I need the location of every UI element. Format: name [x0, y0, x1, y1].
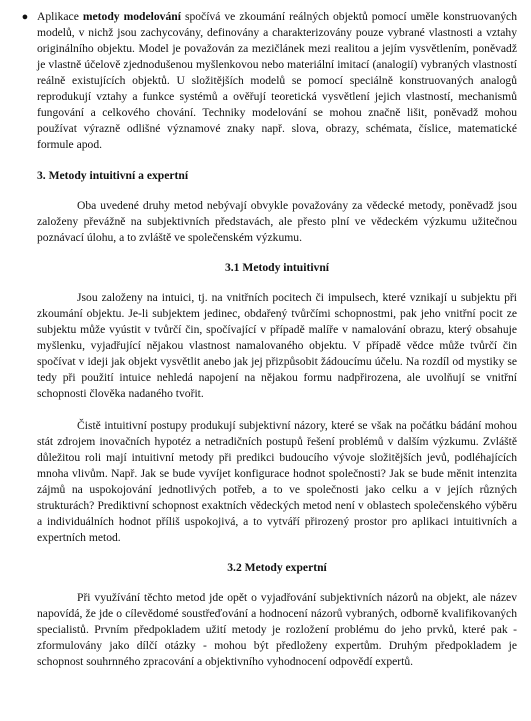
section-3-heading: 3. Metody intuitivní a expertní [37, 169, 189, 182]
section-3-1-heading: 3.1 Metody intuitivní [224, 261, 330, 274]
bullet-icon: ● [21, 11, 29, 23]
bullet-bold-term: metody modelování [82, 10, 181, 23]
bullet-lead-text: Aplikace [37, 10, 83, 23]
section-3-2-paragraph: Při využívání těchto metod jde opět o vyjadřování subjektivních názorů na objekt, ale název napovídá, že jde o cílevědomé soustřeďování a hodnocení názorů vybraných, odborně kvalifikovaných specialistů. Prvním předpokladem užití metody je rozložení problému do jeho prvků, které pak - zformulovány jako dílčí otázky - mohou být předloženy expertům. Druhým předpokladem je schopnost souhrnného zpracování a objektivního vyhodnocení odpovědí expertů. [37, 591, 517, 668]
section-3-1-paragraph-2: Čistě intuitivní postupy produkují subjektivní názory, které se však na počátku bádání mohou stát zdrojem inovačních hypotéz a netradičních postupů řešení problémů v dalším výzkumu. Zvláště důležitou roli mají intuitivní metody při predikci budoucího vývoje složitějších jevů, podléhajících mnoha vlivům. Např. Jak se bude vyvíjet konfigurace hodnot společnosti? Jak se bude měnit intenzita zájmů na uspokojování jednotlivých potřeb, a to ve společnosti jako celku a v jejích různých strukturách? Prediktivní schopnost exaktních vědeckých metod není v oblastech společenského výběru a individuálních hodnot příliš uspokojivá, a to vytváří přirozený prostor pro aplikaci intuitivních a expertních metod. [37, 419, 517, 544]
bullet-paragraph-modelovani [21, 9, 517, 153]
section-3-1-paragraph-1: Jsou založeny na intuici, tj. na vnitřních pocitech či impulsech, které vznikají u subjektu při zkoumání objektu. Je-li subjektem jedinec, obdařený tvůrčími schopnostmi, pak jeho vnitřní pocit ze subjektu může vyústit v tvůrčí čin, spočívající v případě malíře v namalování obrazu, který obsahuje myšlenku, vyjadřující nějakou vlastnost namalovaného objektu. V případě vědce může tvůrčí čin spočívat v ideji jak objekt vysvětlit anebo jak jej přizpůsobit žádoucímu účelu. Na rozdíl od mystiky se tedy při použití intuice nehledá napojení na nějakou formu nadpřirozena, ale uvolňují se vnitřní schopnosti člověka nadaného tvořit. [37, 291, 517, 400]
bullet-body-text: spočívá ve zkoumání reálných objektů pomocí uměle konstruovaných modelů, v nichž jsou zachycovány, definovány a charakterizovány pouze vybrané vlastnosti a vztahy originálního objektu. Model je považován za mezičlánek mezi realitou a jejím vysvětlením, poněvadž je vlastně účelově zjednodušenou myšlenkovou nebo materiální imitací (analogií) vybraných vlastností reálně existujících objektů. U složitějších modelů se pomocí speciálně konstruovaných analogů reprodukují vztahy a funkce systémů a ověřují teoretická vysvětlení jejich vlastností, mechanismů fungování a celkového chování. Techniky modelování se mohou značně lišit, poněvadž mohou používat výrazně odlišné významové znaky např. slova, obrazy, schémata, číslice, matematické formule apod. [37, 10, 517, 151]
section-3-paragraph: Oba uvedené druhy metod nebývají obvykle považovány za vědecké metody, poněvadž jsou založeny převážně na subjektivních představách, ale přesto plní ve vědeckém výzkumu užitečnou poznávací úlohu, a to zvláště ve společenském výzkumu. [37, 199, 517, 244]
section-3-2-heading: 3.2 Metody expertní [227, 561, 327, 574]
